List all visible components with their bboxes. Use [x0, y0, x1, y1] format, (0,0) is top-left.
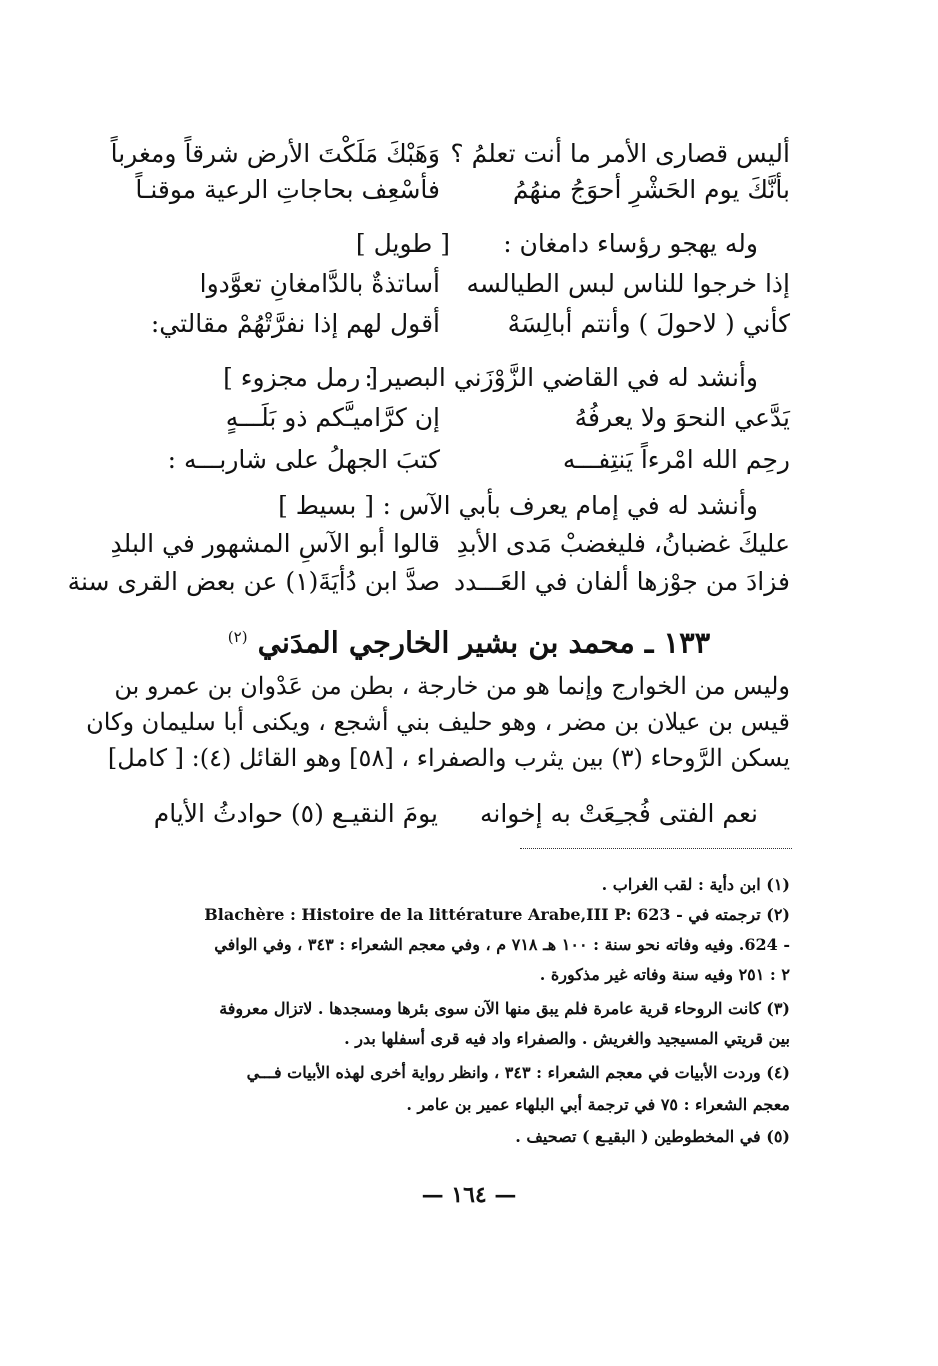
- footnote: معجم الشعراء : ٧٥ في ترجمة أبي البلهاء عمير بن عامر .: [406, 1095, 790, 1114]
- footnote: (٥) في المخطوطين ( البقيـع ) تصحيف .: [515, 1127, 790, 1146]
- verse-hemistich: إن كرَّاميـَّكم ذو بَلَـــهٍ: [225, 403, 440, 432]
- verse-hemistich: أليس قصارى الأمر ما أنت تعلمُ ؟: [450, 139, 790, 168]
- verse-hemistich: كأني ( لاحولَ ) وأنتم أبالِسَهْ: [507, 309, 790, 338]
- paragraph-line: يسكن الرَّوحاء (٣) بين يثرب والصفراء ، [٥٨] وهو القائل (٤): [ كامل]: [107, 744, 790, 772]
- verse-hemistich: أقول لهم إذا نفرَّتْهُمْ مقالتي:: [150, 309, 440, 338]
- footnote: (١) ابن دأية : لقب الغراب .: [601, 875, 790, 894]
- footnote: ٢ : ٢٥١ وفيه سنة وفاته غير مذكورة .: [539, 965, 790, 984]
- verse-hemistich: كتبَ الجهلُ على شاربـــه :: [167, 445, 440, 474]
- verse-hemistich: صدَّ ابن دُأيَةَ(١) عن بعض القرى سنة: [67, 567, 440, 596]
- verse-hemistich: قالوا أبو الآسِ المشهور في البلدِ: [110, 529, 440, 558]
- section-intro: وله يهجو رؤساء دامغان :: [503, 229, 758, 258]
- verse-hemistich: نعم الفتى فُجـِعَتْ به إخوانه: [479, 799, 758, 828]
- verse-hemistich: فأسْعِف بحاجاتِ الرعية موقنـاً: [135, 175, 440, 204]
- verse-hemistich: يَدَّعي النحوَ ولا يعرفُهُ: [574, 403, 790, 432]
- footnote: - 624. وفيه وفاته نحو سنة : ١٠٠ هـ ٧١٨ م ، وفي معجم الشعراء : ٣٤٣ ، وفي الوافي: [214, 935, 790, 954]
- verse-hemistich: عليكَ غضبانُ، فليغضبْ مَدى الأبدِ: [456, 529, 790, 558]
- verse-hemistich: وَهَبْكَ مَلَكْتَ الأرض شرقاً ومغرباً: [110, 139, 440, 168]
- section-intro: وأنشد له في إمام يعرف بأبي الآس :: [382, 491, 758, 520]
- verse-hemistich: رحِم الله امْرءاً يَنتِفـــه: [562, 445, 790, 474]
- page-number: — ١٦٤ —: [421, 1182, 517, 1208]
- footnote: بين قريتي المسيجيد والغريش . والصفراء واد فيه قرى أسفلها بدر .: [344, 1029, 790, 1048]
- footnote-separator: [520, 848, 792, 849]
- meter-label: [ طويل ]: [355, 229, 450, 258]
- meter-label: [ رمل مجزوء ]: [223, 363, 378, 392]
- paragraph-line: وليس من الخوارج وإنما هو من خارجة ، بطن من عَدْوان بن عمرو بن: [114, 672, 790, 700]
- footnote: (٢) ترجمته في - Blachère : Histoire de la littérature Arabe,III P: 623: [204, 905, 790, 924]
- verse-hemistich: بأنَّكَ يوم الحَشْرِ أحوَجُ منهُمُ: [512, 175, 790, 204]
- section-intro: وأنشد له في القاضي الزَّوْزَني البصير :: [364, 363, 758, 392]
- footnote: (٣) كانت الروحاء قرية عامرة فلم يبق منها الآن سوى بئرها ومسجدها . لاتزال معروفة: [219, 999, 790, 1018]
- biography-title: ١٣٣ ـ محمد بن بشير الخارجي المدَني: [257, 625, 711, 660]
- footnote: (٤) وردت الأبيات في معجم الشعراء : ٣٤٣ ، وانظر رواية أخرى لهذه الأبيات فـــي: [246, 1063, 790, 1082]
- meter-label: [ بسيط ]: [278, 491, 374, 520]
- verse-hemistich: يومَ النقيـع (٥) حوادثُ الأيام: [153, 799, 438, 828]
- footnote-ref: (٢): [227, 628, 248, 646]
- verse-hemistich: إذا خرجوا للناس لبس الطيالسه: [466, 269, 790, 298]
- verse-hemistich: فزادَ من جوْزها ألفان في العَـــدد: [453, 567, 790, 596]
- biography-heading: [0, 616, 938, 664]
- paragraph-line: قيس بن عيلان بن مضر ، وهو حليف بني أشجع ، ويكنى أبا سليمان وكان: [86, 708, 790, 736]
- verse-hemistich: أساتذةٌ بالدَّامغانِ تعوَّدوا: [199, 269, 440, 298]
